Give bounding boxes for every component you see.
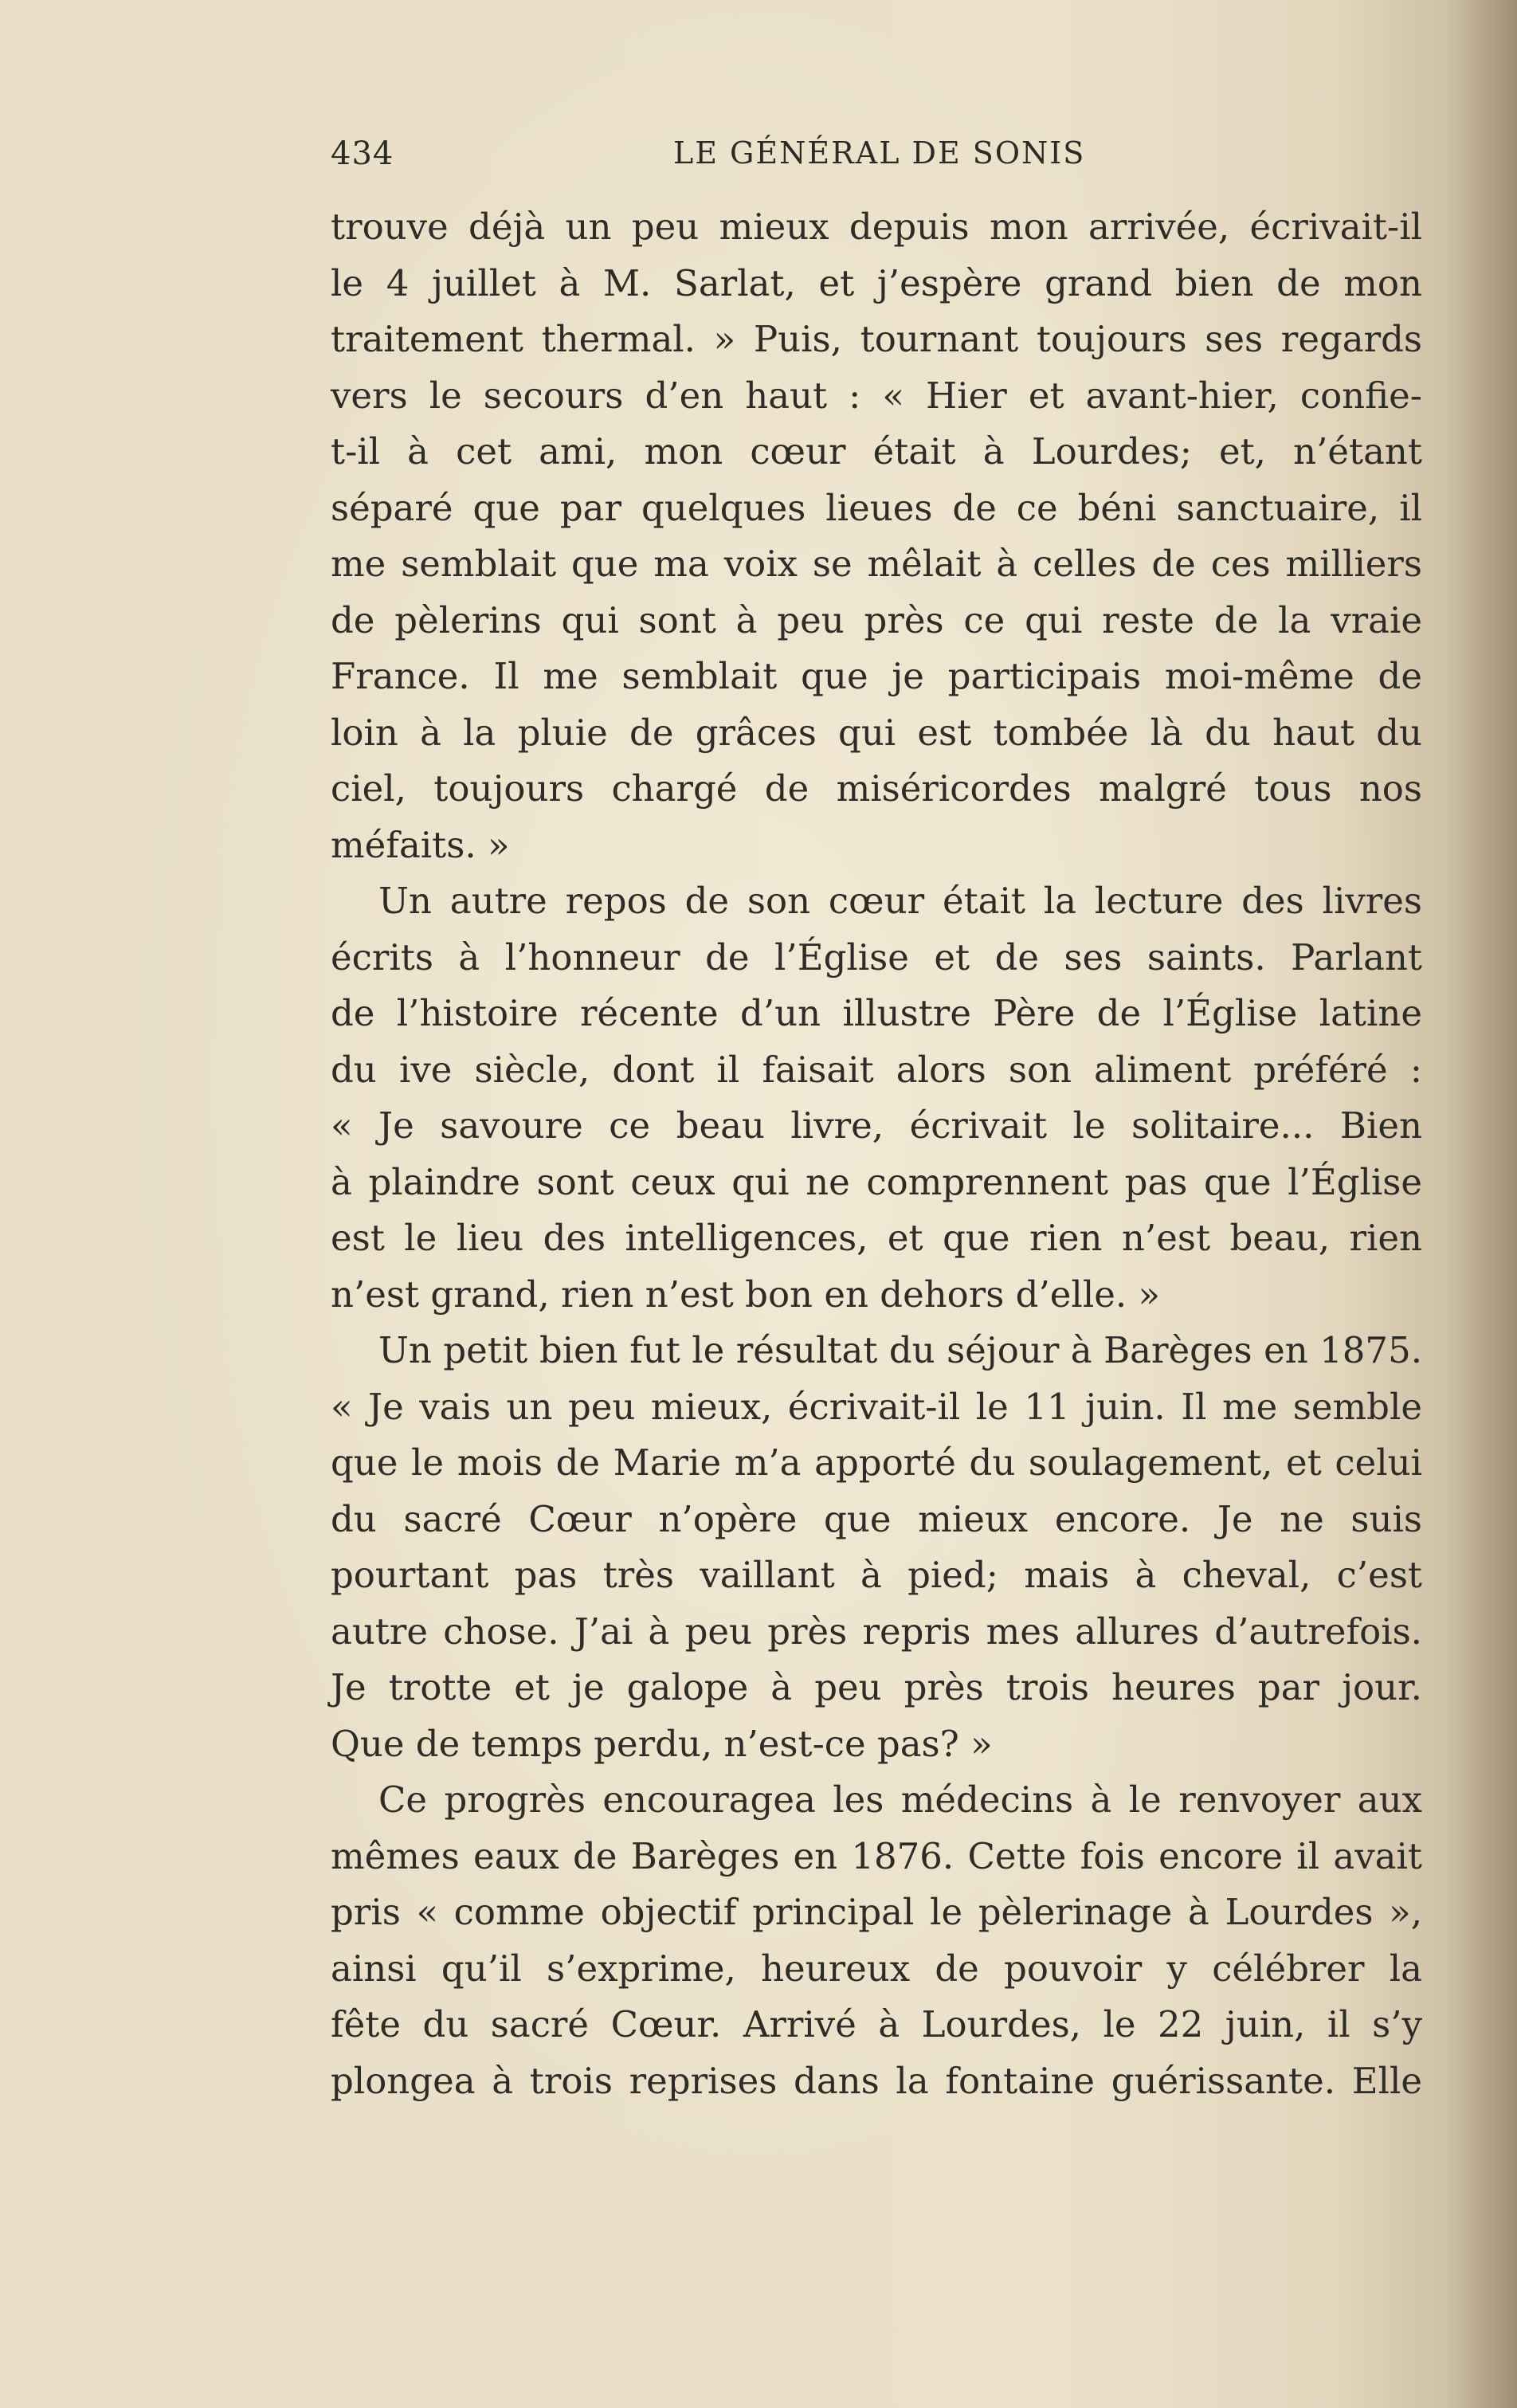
- text-line: à plaindre sont ceux qui ne comprennent pas que l’Église: [331, 1160, 1422, 1203]
- text-line: de pèlerins qui sont à peu près ce qui reste de la vraie: [331, 598, 1422, 641]
- text-line: de l’histoire récente d’un illustre Père de l’Église latine: [331, 992, 1422, 1034]
- text-line: pourtant pas très vaillant à pied; mais à cheval, c’est: [331, 1554, 1422, 1596]
- text-line: t-il à cet ami, mon cœur était à Lourdes; et, n’étant: [331, 430, 1422, 473]
- text-line: pris « comme objectif principal le pèlerinage à Lourdes »,: [331, 1891, 1422, 1933]
- text-line: vers le secours d’en haut : « Hier et avant-hier, confie-: [331, 374, 1422, 417]
- text-line: loin à la pluie de grâces qui est tombée là du haut du: [331, 711, 1422, 754]
- text-line: Un autre repos de son cœur était la lecture des livres: [378, 880, 1422, 922]
- binding-shadow: [1445, 0, 1517, 2408]
- paragraph: [331, 1772, 1422, 2109]
- text-line: séparé que par quelques lieues de ce béni sanctuaire, il: [331, 486, 1422, 529]
- paragraph: [331, 1323, 1422, 1772]
- text-line: me semblait que ma voix se mêlait à celles de ces milliers: [331, 543, 1422, 585]
- paragraph: [331, 199, 1422, 873]
- text-line: méfaits. »: [331, 823, 510, 866]
- body-text: [331, 199, 1422, 2109]
- page-header: [331, 135, 1422, 191]
- text-line: est le lieu des intelligences, et que rien n’est beau, rien: [331, 1217, 1422, 1259]
- text-line: « Je savoure ce beau livre, écrivait le solitaire... Bien: [331, 1104, 1422, 1147]
- paragraph: [331, 873, 1422, 1323]
- text-line: le 4 juillet à M. Sarlat, et j’espère grand bien de mon: [331, 261, 1422, 304]
- text-line: « Je vais un peu mieux, écrivait-il le 11 juin. Il me semble: [331, 1385, 1422, 1428]
- text-line: fête du sacré Cœur. Arrivé à Lourdes, le 22 juin, il s’y: [331, 2003, 1422, 2045]
- text-line: mêmes eaux de Barèges en 1876. Cette fois encore il avait: [331, 1834, 1422, 1877]
- text-line: n’est grand, rien n’est bon en dehors d’elle. »: [331, 1273, 1160, 1316]
- text-line: Que de temps perdu, n’est-ce pas? »: [331, 1722, 993, 1765]
- text-line: plongea à trois reprises dans la fontaine guérissante. Elle: [331, 2059, 1422, 2102]
- text-line: que le mois de Marie m’a apporté du soulagement, et celui: [331, 1441, 1422, 1484]
- text-line: ainsi qu’il s’exprime, heureux de pouvoir y célébrer la: [331, 1947, 1422, 1990]
- running-title: LE GÉNÉRAL DE SONIS: [673, 135, 1086, 171]
- text-line: France. Il me semblait que je participais moi-même de: [331, 655, 1422, 697]
- text-line: Je trotte et je galope à peu près trois heures par jour.: [331, 1666, 1422, 1708]
- text-line: trouve déjà un peu mieux depuis mon arrivée, écrivait-il: [331, 206, 1422, 248]
- text-line: Un petit bien fut le résultat du séjour à Barèges en 1875.: [378, 1329, 1422, 1371]
- text-line: autre chose. J’ai à peu près repris mes allures d’autrefois.: [331, 1610, 1422, 1653]
- text-line: écrits à l’honneur de l’Église et de ses saints. Parlant: [331, 935, 1422, 978]
- text-line: ciel, toujours chargé de miséricordes malgré tous nos: [331, 767, 1422, 810]
- text-line: du sacré Cœur n’opère que mieux encore. Je ne suis: [331, 1497, 1422, 1540]
- page-number: 434: [331, 135, 394, 172]
- text-line: traitement thermal. » Puis, tournant toujours ses regards: [331, 318, 1422, 360]
- text-line: du ive siècle, dont il faisait alors son aliment préféré :: [331, 1048, 1422, 1091]
- text-line: Ce progrès encouragea les médecins à le renvoyer aux: [378, 1779, 1422, 1821]
